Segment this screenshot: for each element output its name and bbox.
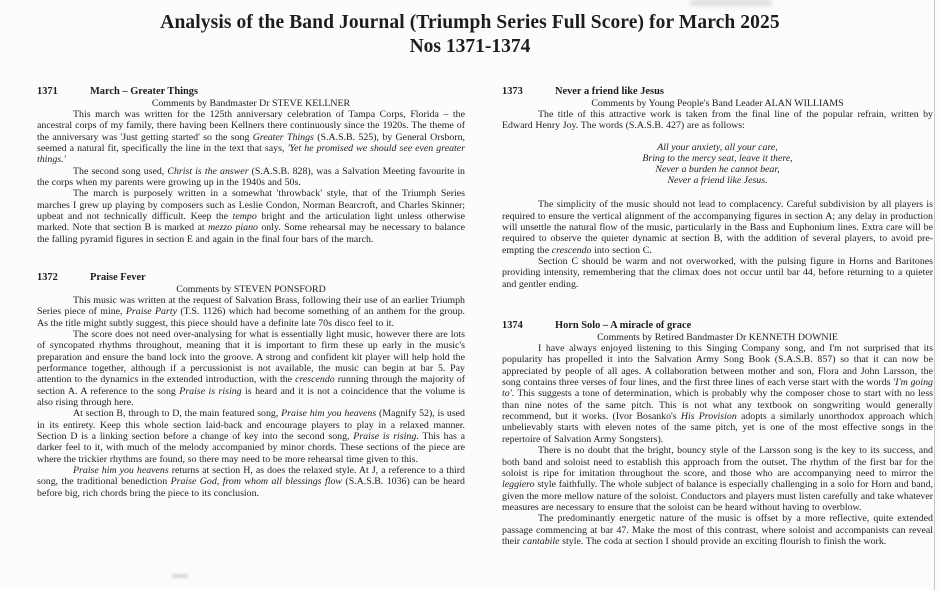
verse-line: Never a burden he cannot bear, <box>655 164 780 175</box>
document-title <box>0 11 940 58</box>
song-verse <box>502 142 933 187</box>
comments-byline: Comments by Bandmaster Dr STEVE KELLNER <box>151 97 351 109</box>
paragraph: The second song used, Christ is the answer (S.A.S.B. 828), was a Salvation Meeting favourite in the corps when my parents were growing up in the 1940s and 50s. <box>37 165 465 188</box>
section-title: Horn Solo – A miracle of grace <box>555 320 692 332</box>
paragraph: There is no doubt that the bright, bouncy style of the Larsson song is the key to its success, and both band and soloist need to establish this approach from the outset. The rhythm of the first bar for the soloist is ripe for imitation throughout the score, and those who are accompanying need to mirror the leggiero style faithfully. The whole subject of balance is especially challenging in a solo for Horn and band, given the more mellow nature of the soloist. Conductors and players must listen carefully and take whatever measures are necessary to ensure that the soloist can be heard without having to overblow. <box>502 445 933 513</box>
paragraph: The predominantly energetic nature of the music is offset by a more reflective, quite extended passage commencing at bar 47. Make the most of this contrast, where soloist and accompanists can reveal their cantabile style. The coda at section I should provide an exciting flourish to finish the work. <box>502 513 933 547</box>
section-1374 <box>502 320 933 547</box>
section-header <box>502 320 933 332</box>
section-1371 <box>37 86 465 245</box>
paragraph: This march was written for the 125th anniversary celebration of Tampa Corps, Florida – the ancestral corps of my family, there having been Kellners there continuously since the 1920s. The theme of the anniversary was 'Just getting started' so the song Greater Things (S.A.S.B. 525), by General Orsborn, seemed a natural fit, specifically the line in the text that says, 'Yet he promised we should see even greater things.' <box>37 108 465 166</box>
verse-line: Never a friend like Jesus. <box>667 175 768 187</box>
section-title: Never a friend like Jesus <box>555 86 664 97</box>
document-title-line2: Nos 1371-1374 <box>409 36 531 57</box>
paragraph: The march is purposely written in a somewhat 'throwback' style, that of the Triumph Series marches I grew up playing by composers such as Leslie Condon, Norman Bearcroft, and Charles Skinner; upbeat and not technically difficult. Keep the tempo bright and the articulation light unless otherwise marked. Note that section B is marked at mezzo piano only. Some rehearsal may be necessary to balance the falling pyramid figures in section E and again in the final four bars of the march. <box>37 188 465 245</box>
section-number: 1373 <box>502 86 523 97</box>
section-title: March – Greater Things <box>90 86 199 97</box>
comments-byline: Comments by STEVEN PONSFORD <box>176 283 326 295</box>
paragraph: This music was written at the request of Salvation Brass, following their use of an earlier Triumph Series piece of mine, Praise Party (T.S. 1126) which had become something of an anthem for the group. As the title might subtly suggest, this piece should have a definite late 70s disco feel to it. <box>37 294 466 329</box>
section-header <box>37 86 465 98</box>
page-edge-shadow <box>934 0 935 590</box>
paragraph: The score does not need over-analysing for what is essentially light music, however there are lots of syncopated rhythms throughout, meaning that it is important to firm these up early in the music's preparation and ensure the band lock into the groove. A strong and confident kit player will help hold the performance together, although if a percussionist is not available, the music can begin at bar 5. Pay attention to the dynamics in the extended introduction, with the crescendo running through the majority of section A. A reference to the song Praise is rising is heard and it is not a coincidence that the volume is also rising through here. <box>37 328 466 409</box>
section-number: 1372 <box>37 272 58 284</box>
scan-artifact-top <box>690 0 772 6</box>
paragraph: The simplicity of the music should not lead to complacency. Careful subdivision by all players is required to ensure the vertical alignment of the accompanying figures in section A; any delay in production will unsettle the natural flow of the music, particularly in the Bass and Euphonium lines. Extra care will be required to observe the quieter dynamic at section B, with the addition of several players, to avoid pre-empting the crescendo into section C. <box>502 199 933 256</box>
section-1372 <box>37 272 465 499</box>
verse-line: Bring to the mercy seat, leave it there, <box>642 152 793 164</box>
section-1373 <box>502 86 933 290</box>
scan-artifact-bottom <box>172 574 188 578</box>
section-number: 1374 <box>502 320 523 332</box>
section-header <box>502 86 933 98</box>
section-number: 1371 <box>37 86 58 97</box>
verse-line: All your anxiety, all your care, <box>657 141 778 153</box>
paragraph: At section B, through to D, the main featured song, Praise him you heavens (Magnify 52), is used in its entirety. Keep this whole section laid-back and encourage players to play in a relaxed manner. Section D is a linking section before a change of key into the second song, Praise is rising. This has a darker feel to it, with much of the melody accompanied by minor chords. These sections of the piece are where the trickier rhythms are found, so there may need to be more rehearsal time given to this. <box>37 408 465 465</box>
paragraph: The title of this attractive work is taken from the final line of the popular refrain, written by Edward Henry Joy. The words (S.A.S.B. 427) are as follows: <box>502 108 933 132</box>
right-column <box>502 86 933 547</box>
section-header <box>37 272 465 284</box>
comments-byline: Comments by Young People's Band Leader ALAN WILLIAMS <box>591 97 844 109</box>
paragraph: Praise him you heavens returns at section H, as does the relaxed style. At J, a reference to a third song, the traditional benediction Praise God, from whom all blessings flow (S.A.S.B. 1036) can be heard before big, rich chords bring the piece to its conclusion. <box>37 465 465 499</box>
paragraph: I have always enjoyed listening to this Singing Company song, and I'm not surprised that its popularity has propelled it into the Salvation Army Song Book (S.A.S.B. 857) so that it can now be appreciated by people of all ages. A collaboration between mother and son, Flora and John Larsson, the song contains three verses of four lines, and the first three lines of each verse start with the words 'I'm going to'. This suggests a tone of determination, which is probably why the composer chose to start with no less than nine notes of the same pitch. This is not what any textbook on songwriting would generally recommend, but it works. (Ivor Bosanko's His Provision adopts a similarly unorthodox approach which unbelievably starts with eleven notes of the same pitch, yet is one of the most effective songs in the repertoire of Salvation Army Songsters). <box>502 343 933 445</box>
left-column <box>37 86 465 499</box>
section-title: Praise Fever <box>90 272 146 284</box>
document-title-line1: Analysis of the Band Journal (Triumph Series Full Score) for March 2025 <box>160 12 780 33</box>
comments-byline: Comments by Retired Bandmaster Dr KENNETH DOWNIE <box>597 331 838 343</box>
paragraph: Section C should be warm and not overworked, with the pulsing figure in Horns and Baritones providing intensity, remembering that the climax does not occur until bar 44, before returning to a quieter and gentler ending. <box>502 256 933 290</box>
